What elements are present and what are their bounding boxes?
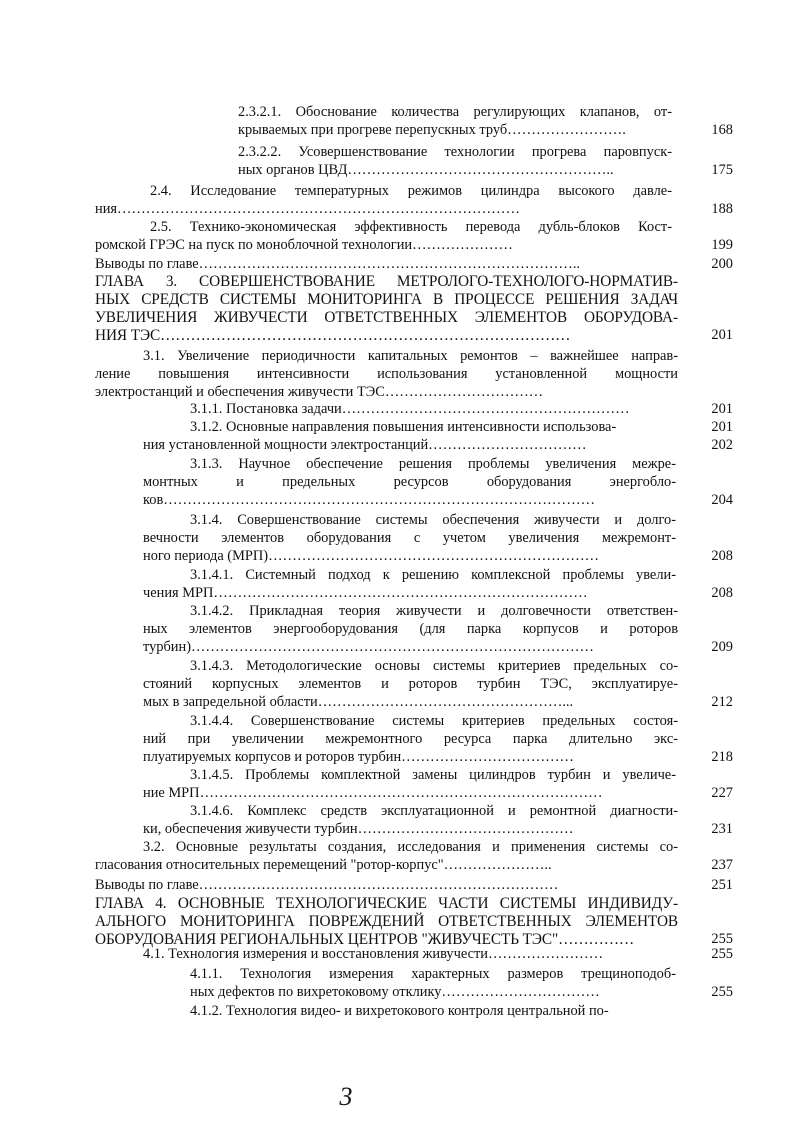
toc-entry-line: 4.1. Технология измерения и восстановления живучести……………………	[143, 946, 604, 962]
toc-page-number: 208	[711, 585, 733, 601]
toc-entry-line: ний при увеличении межремонтного ресурса парка длительно экс-	[143, 731, 678, 747]
toc-entry-line: УВЕЛИЧЕНИЯ ЖИВУЧЕСТИ ОТВЕТСТВЕННЫХ ЭЛЕМЕНТОВ ОБОРУДОВА-	[95, 309, 678, 326]
toc-page-number: 208	[711, 548, 733, 564]
toc-entry-line: 3.1. Увеличение периодичности капитальных ремонтов – важнейшее направ-	[143, 348, 678, 364]
toc-page-number: 199	[711, 237, 733, 253]
toc-entry-line: 3.2. Основные результаты создания, исследования и применения системы со-	[143, 839, 678, 855]
toc-entry-line: ромской ГРЭС на пуск по моноблочной технологии…………………	[95, 237, 513, 253]
toc-entry-line: гласования относительных перемещений "ротор-корпус"…………………..	[95, 857, 552, 873]
toc-page-number: 255	[711, 984, 733, 1000]
toc-entry-line: 3.1.4.5. Проблемы комплектной замены цилиндров турбин и увеличе-	[190, 767, 676, 783]
toc-entry-line: чения МРП……………………………………………………………………	[143, 585, 588, 601]
toc-entry-line: ление повышения интенсивности использования установленной мощности	[95, 366, 678, 382]
toc-page-number: 231	[711, 821, 733, 837]
toc-page-number: 201	[711, 401, 733, 417]
toc-entry-line: НИЯ ТЭС………………………………………………………………………	[95, 327, 571, 344]
toc-page-number: 255	[711, 946, 733, 962]
toc-entry-line: 2.3.2.1. Обоснование количества регулирующих клапанов, от-	[238, 104, 672, 120]
toc-page-number: 200	[711, 256, 733, 272]
toc-page-number: 168	[711, 122, 733, 138]
toc-page-number: 251	[711, 877, 733, 893]
toc-page-number: 204	[711, 492, 733, 508]
toc-entry-line: стояний корпусных элементов и роторов турбин ТЭС, эксплуатируе-	[143, 676, 678, 692]
toc-entry-line: ного периода (МРП)……………………………………………………………	[143, 548, 600, 564]
toc-entry-line: 3.1.4. Совершенствование системы обеспечения живучести и долго-	[190, 512, 676, 528]
toc-entry-line: ГЛАВА 3. СОВЕРШЕНСТВОВАНИЕ МЕТРОЛОГО-ТЕХНОЛОГО-НОРМАТИВ-	[95, 273, 678, 290]
toc-entry-line: Выводы по главе……………………………………………………………………..	[95, 256, 581, 272]
page-number: 3	[339, 1082, 353, 1111]
toc-entry-line: 3.1.4.4. Совершенствование системы критериев предельных состоя-	[190, 713, 678, 729]
toc-page-number: 237	[711, 857, 733, 873]
toc-entry-line: АЛЬНОГО МОНИТОРИНГА ПОВРЕЖДЕНИЙ ОТВЕТСТВЕННЫХ ЭЛЕМЕНТОВ	[95, 913, 678, 930]
toc-entry-line: плуатируемых корпусов и роторов турбин………………………………	[143, 749, 574, 765]
toc-entry-line: 3.1.3. Научное обеспечение решения проблемы увеличения межре-	[190, 456, 676, 472]
toc-entry-line: 3.1.4.3. Методологические основы системы критериев предельных со-	[190, 658, 678, 674]
toc-page-number: 255	[711, 931, 733, 947]
toc-entry-line: 2.3.2.2. Усовершенствование технологии прогрева паровпуск-	[238, 144, 672, 160]
toc-entry-line: ных элементов энергооборудования (для парка корпусов и роторов	[143, 621, 678, 637]
toc-entry-line: 3.1.4.6. Комплекс средств эксплуатационной и ремонтной диагности-	[190, 803, 678, 819]
toc-entry-line: 3.1.4.1. Системный подход к решению комплексной проблемы увели-	[190, 567, 676, 583]
toc-entry-line: ния…………………………………………………………………………	[95, 201, 520, 217]
toc-page-number: 212	[711, 694, 733, 710]
toc-entry-line: 3.1.4.2. Прикладная теория живучести и долговечности ответствен-	[190, 603, 678, 619]
toc-entry-line: 2.5. Технико-экономическая эффективность перевода дубль-блоков Кост-	[150, 219, 672, 235]
toc-entry-line: ков………………………………………………………………………………	[143, 492, 595, 508]
toc-entry-line: ние МРП…………………………………………………………………………	[143, 785, 603, 801]
toc-entry-line: 4.1.2. Технология видео- и вихретокового контроля центральной по-	[190, 1003, 609, 1019]
toc-entry-line: мых в запредельной области……………………………………………...	[143, 694, 574, 710]
toc-entry-line: крываемых при прогреве перепускных труб…………………….	[238, 122, 626, 138]
toc-page-number: 175	[711, 162, 733, 178]
toc-entry-line: 3.1.2. Основные направления повышения интенсивности использова-	[190, 419, 617, 435]
toc-page-number: 202	[711, 437, 733, 453]
toc-entry-line: вечности элементов оборудования с учетом увеличения межремонт-	[143, 530, 676, 546]
toc-entry-line: турбин)…………………………………………………………………………	[143, 639, 594, 655]
toc-page-number: 201	[711, 327, 733, 343]
toc-page-number: 227	[711, 785, 733, 801]
toc-entry-line: 3.1.1. Постановка задачи……………………………………………………	[190, 401, 630, 417]
toc-entry-line: ных органов ЦВД………………………………………………..	[238, 162, 614, 178]
toc-page-number: 201	[711, 419, 733, 435]
toc-entry-line: 2.4. Исследование температурных режимов цилиндра высокого давле-	[150, 183, 672, 199]
toc-page-number: 188	[711, 201, 733, 217]
toc-page-number: 218	[711, 749, 733, 765]
toc-entry-line: ных дефектов по вихретоковому отклику……………………………	[190, 984, 600, 1000]
toc-entry-line: НЫХ СРЕДСТВ СИСТЕМЫ МОНИТОРИНГА В ПРОЦЕССЕ РЕШЕНИЯ ЗАДАЧ	[95, 291, 678, 308]
toc-entry-line: Выводы по главе…………………………………………………………………	[95, 877, 559, 893]
toc-entry-line: ОБОРУДОВАНИЯ РЕГИОНАЛЬНЫХ ЦЕНТРОВ "ЖИВУЧЕСТЬ ТЭС"……………	[95, 931, 635, 948]
toc-entry-line: электростанций и обеспечения живучести ТЭС……………………………	[95, 384, 544, 400]
toc-entry-line: ГЛАВА 4. ОСНОВНЫЕ ТЕХНОЛОГИЧЕСКИЕ ЧАСТИ СИСТЕМЫ ИНДИВИДУ-	[95, 895, 678, 912]
toc-entry-line: ки, обеспечения живучести турбин………………………………………	[143, 821, 574, 837]
toc-entry-line: монтных и предельных ресурсов оборудования энергобло-	[143, 474, 676, 490]
toc-entry-line: 4.1.1. Технология измерения характерных размеров трещиноподоб-	[190, 966, 676, 982]
toc-page-number: 209	[711, 639, 733, 655]
toc-entry-line: ния установленной мощности электростанций……………………………	[143, 437, 587, 453]
